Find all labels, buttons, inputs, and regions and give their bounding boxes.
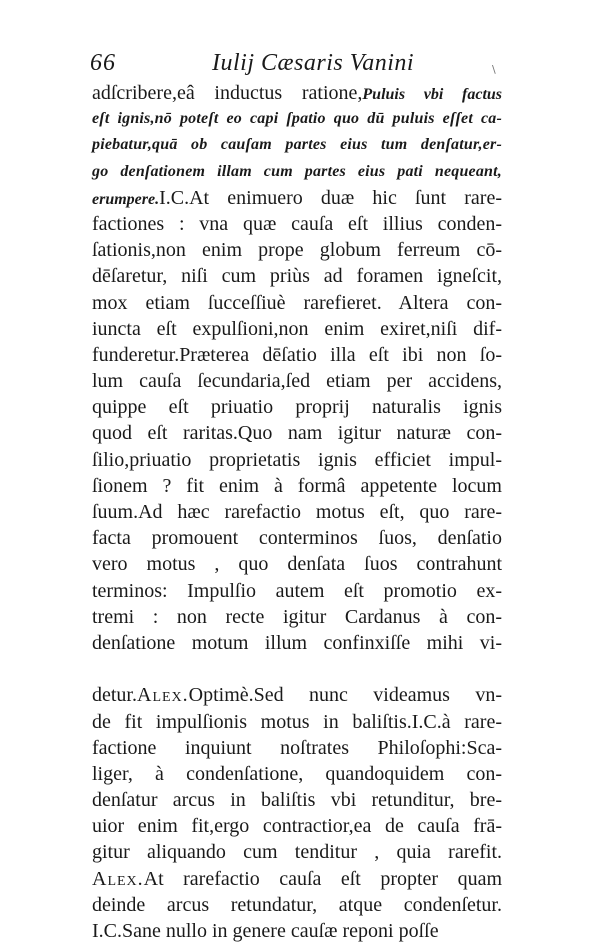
text-line: tremi : non recte igitur Cardanus à con- [92,605,502,628]
text-roman: At rarefactio cauſa eſt propter quam [143,867,502,890]
text-line: uior enim fit,ergo contractior,ea de cauſa frā- [92,815,502,838]
text-roman: adſcribere,eâ inductus ratione, [92,82,363,104]
text-line: go denſationem illam cum partes eius pati nequeant, [92,162,502,180]
text-line: factione inquiunt noſtrates Philoſophi:Sca- [92,736,502,759]
text-line: vero motus , quo denſata ſuos contrahunt [92,553,502,576]
running-title: Iulij Cæsaris Vanini [212,50,415,76]
text-line: facta promouent conterminos ſuos, denſatio [92,527,502,550]
text-line: terminos: Impulſio autem eſt promotio ex- [92,579,502,602]
text-line: ſilio,priuatio proprietatis ignis efficiet impul- [92,448,502,471]
text-line: ſionem ? fit enim à formâ appetente locum [92,474,502,497]
text-line: gitur aliquando cum tenditur , quia rarefit. [92,841,502,864]
text-line: denſatione motum illum confinxiſſe mihi vi- [92,631,502,654]
text-line [92,866,502,892]
text-roman: Optimè.Sed nunc videamus vn- [188,684,502,707]
text-roman: I.C.At enimuero duæ hic ſunt rare- [159,186,502,209]
text-line: iuncta eſt expulſioni,non enim exiret,niſi dif- [92,317,502,340]
page-number: 66 [90,50,116,76]
text-line: funderetur.Præterea dēſatio illa eſt ibi non ſo- [92,343,502,366]
speaker-name: Alex. [137,684,189,707]
text-line: ſationis,non enim prope globum ferreum cō- [92,239,502,262]
text-line: liger, à condenſatione, quandoquidem con- [92,762,502,785]
text-line: quod eſt raritas.Quo nam igitur naturæ con- [92,422,502,445]
text-line [92,80,502,106]
text-italic: erumpere. [92,190,160,208]
text-line: mox etiam ſucceſſiuè rarefieret. Altera con- [92,291,502,314]
text-line [92,185,502,211]
text-line: de fit impulſionis motus in baliſtis.I.C.à rare- [92,710,502,733]
text-line: lum cauſa ſecundaria,ſed etiam per accidens, [92,370,502,393]
speaker-name: Alex. [92,867,144,890]
text-line: quippe eſt priuatio proprij naturalis ignis [92,396,502,419]
corner-mark: \ [492,63,496,76]
text-line [92,682,502,708]
text-line: I.C.Sane nullo in genere cauſæ reponi poſſe [92,920,439,942]
text-line [92,656,502,682]
text-line: ſuum.Ad hæc rarefactio motus eſt, quo rare- [92,501,502,523]
text-line: eſt ignis,nō poteſt eo capi ſpatio quo dū puluis eſſet ca- [92,110,502,128]
text-line: denſatur arcus in baliſtis vbi retunditur, bre- [92,789,502,812]
text-roman: detur. [92,684,137,707]
body-text [92,80,502,944]
text-line: dēſaretur, niſi cum priùs ad foramen igneſcit, [92,265,502,288]
text-italic: Puluis vbi factus [362,86,503,103]
text-line: deinde arcus retundatur, atque condenſetur. [92,893,502,916]
text-line: factiones : vna quæ cauſa eſt illius conden- [92,212,502,235]
text-line: piebatur,quā ob cauſam partes eius tum denſatur,er- [92,136,502,154]
